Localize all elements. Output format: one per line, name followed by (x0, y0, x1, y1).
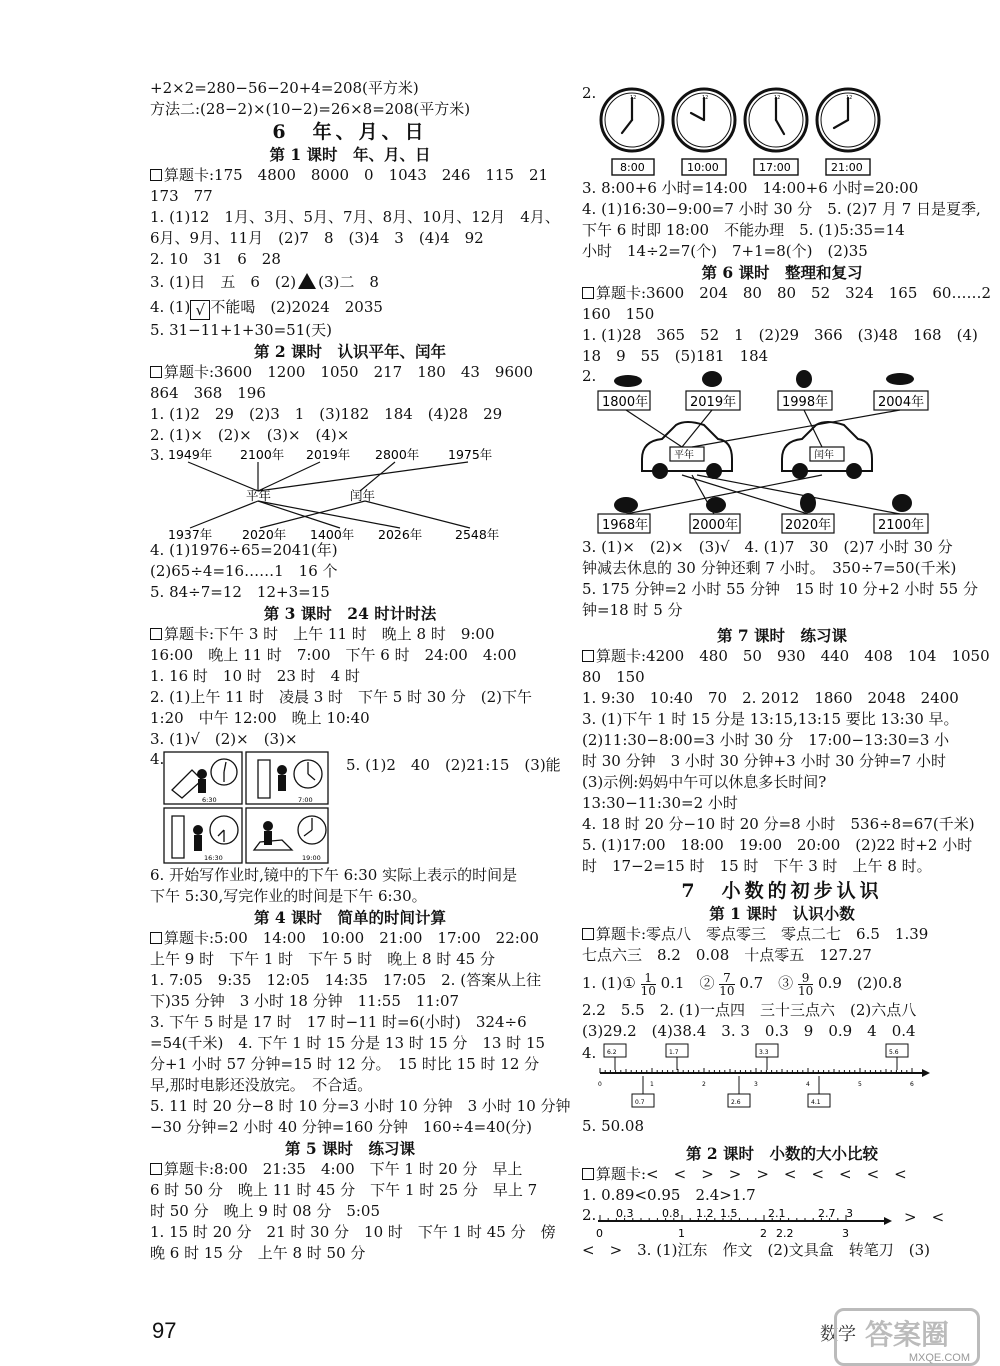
text-line: 2.2 5.5 2. (1)一点四 三十三点六 (2)六点八 (582, 1001, 917, 1019)
text-line: 算题卡:3600 204 80 80 52 324 165 60……2 (582, 283, 982, 304)
page-number: 97 (152, 1318, 177, 1343)
text-line: 3. 8:00+6 小时=14:00 14:00+6 小时=20:00 (582, 179, 919, 197)
text-line: < > 3. (1)江东 作文 (2)文具盒 转笔刀 (3) (582, 1241, 930, 1259)
year-car-diagram (582, 367, 982, 537)
fraction: $\frac{7}{10}$ (719, 970, 735, 998)
checkbox-icon (582, 928, 594, 940)
item-number: 4. (150, 750, 165, 768)
text-line: 13:30−11:30=2 小时 (582, 794, 738, 812)
checkbox-icon (150, 628, 162, 640)
text-line: −30 分钟=2 小时 40 分钟=160 分钟 160÷4=40(分) (150, 1118, 532, 1136)
checkbox-icon (150, 366, 162, 378)
text-line: 晚 6 时 15 分 上午 8 时 50 分 (150, 1244, 366, 1262)
tick-label: 3 (842, 1227, 849, 1240)
lesson-heading: 第 1 课时 认识小数 (709, 904, 855, 923)
lesson-heading: 第 5 课时 练习课 (284, 1139, 416, 1158)
item-number: 3. (150, 446, 165, 464)
text-line: 1. (1)12 1月、3月、5月、7月、8月、10月、12月 4月、 (150, 208, 560, 226)
time-label: 21:00 (831, 161, 863, 174)
text-line: 钟=18 时 5 分 (582, 601, 683, 619)
triangle-icon (298, 273, 316, 289)
fraction: $\frac{1}{10}$ (640, 970, 656, 998)
leap-year-diagram (150, 446, 550, 540)
svg-text:12: 12 (702, 95, 709, 101)
text-line: 6. 开始写作业时,镜中的下午 6:30 实际上表示的时间是 (150, 866, 518, 884)
text-line: 算题卡:8:00 21:35 4:00 下午 1 时 20 分 早上 (150, 1159, 550, 1180)
tick-label: 2 (702, 1081, 706, 1088)
car-label: 闰年 (814, 450, 834, 461)
time-label: 6:30 (202, 796, 217, 804)
text-line: 方法二:(28−2)×(10−2)=26×8=208(平方米) (150, 100, 471, 118)
tick-label: 2.7 (818, 1207, 836, 1220)
lesson-heading: 第 7 课时 练习课 (716, 626, 848, 645)
text-line: 5. 11 时 20 分−8 时 10 分=3 小时 10 分钟 3 小时 10 分钟 (150, 1097, 571, 1115)
text-line: 3. (1)日 五 6 (2) (3)二 8 (150, 273, 379, 291)
text-line: 173 77 (150, 187, 213, 205)
text-line: 算题卡:175 4800 8000 0 1043 246 115 21 (150, 165, 550, 186)
text-line: 5. 175 分钟=2 小时 55 分钟 15 时 10 分+2 小时 55 分 (582, 580, 978, 598)
checkbox-icon (150, 932, 162, 944)
text-line: 1:20 中午 12:00 晚上 10:40 (150, 709, 370, 727)
text-line: 5. 31−11+1+30=51(天) (150, 321, 332, 339)
svg-text:12: 12 (846, 95, 853, 101)
tick-label: 0.3 (616, 1207, 634, 1220)
text-line: 160 150 (582, 305, 655, 323)
number-line-4 (582, 1042, 982, 1116)
text-line: 1. (1)28 365 52 1 (2)29 366 (3)48 168 (4) (582, 326, 978, 344)
text-line: 时 50 分 晚上 9 时 08 分 5:05 (150, 1202, 381, 1220)
text-line: 下午 5:30,写完作业的时间是下午 6:30。 (150, 887, 427, 905)
car-label: 平年 (674, 450, 694, 461)
text-line: 钟减去休息的 30 分钟还剩 7 小时。 350÷7=50(千米) (582, 559, 957, 577)
text-line: (2)65÷4=16……1 16 个 (150, 562, 338, 580)
text-line: 分+1 小时 57 分钟=15 时 12 分。 15 时比 15 时 12 分 (150, 1055, 540, 1073)
category-label: 平年 (246, 488, 272, 503)
text-line: 16:00 晚上 11 时 7:00 下午 6 时 24:00 4:00 (150, 646, 517, 664)
text-line: 七点六三 8.2 0.08 十点零五 127.27 (582, 946, 872, 964)
tick-label: 3 (754, 1081, 758, 1088)
text-line: > < (904, 1208, 945, 1226)
tick-label: 5 (858, 1081, 862, 1088)
watermark-site: MXQE.COM (908, 1352, 970, 1364)
item-number: 4. (582, 1044, 597, 1062)
year-label: 2004年 (878, 395, 925, 410)
picture-grid (162, 750, 352, 865)
text-line: 4. 18 时 20 分−10 时 20 分=8 小时 536÷8=67(千米) (582, 815, 975, 833)
time-label: 17:00 (759, 161, 791, 174)
text-line: (3)示例:妈妈中午可以休息多长时间? (582, 773, 827, 791)
time-label: 10:00 (687, 161, 719, 174)
lesson-heading: 第 1 课时 年、月、日 (269, 145, 431, 164)
clocks (598, 84, 898, 178)
tick-label: 2.2 (776, 1227, 794, 1240)
text-line: 5. 50.08 (582, 1117, 645, 1135)
tick-label: 0 (596, 1227, 603, 1240)
lesson-heading: 第 6 课时 整理和复习 (701, 263, 863, 282)
text-line: 1. 7:05 9:35 12:05 14:35 17:05 2. (答案从上往 (150, 971, 542, 989)
text-line: 4. (1) √ 不能喝 (2)2024 2035 (150, 298, 383, 319)
right-column (582, 84, 992, 1261)
fraction: $\frac{9}{10}$ (797, 970, 814, 998)
tick-label: 6 (910, 1081, 914, 1088)
box-label: 3.3 (759, 1049, 769, 1056)
svg-text:12: 12 (774, 95, 781, 101)
check-icon: √ (190, 300, 210, 320)
text-line: 3. (1)√ (2)× (3)× (150, 730, 298, 748)
box-label: 2.6 (731, 1099, 741, 1106)
tick-label: 4 (806, 1081, 810, 1088)
text-line: (2)11:30−8:00=3 小时 30 分 17:00−13:30=3 小 (582, 731, 950, 749)
text-line: 小时 14÷2=7(个) 7+1=8(个) (2)35 (582, 242, 868, 260)
text-line: =54(千米) 4. 下午 1 时 15 分是 13 时 15 分 13 时 15 (150, 1034, 546, 1052)
year-label: 1400年 (310, 527, 355, 540)
number-line-2 (582, 1206, 982, 1240)
year-label: 2019年 (690, 395, 737, 410)
lesson-heading: 第 3 课时 24 时计时法 (263, 604, 437, 623)
checkbox-icon (582, 1168, 594, 1180)
text-line: 3. 下午 5 时是 17 时 17 时−11 时=6(小时) 324÷6 (150, 1013, 527, 1031)
tick-label: 0.8 (662, 1207, 680, 1220)
year-label: 1975年 (448, 447, 493, 462)
lesson-heading: 第 2 课时 小数的大小比较 (685, 1144, 879, 1163)
year-label: 2800年 (375, 447, 420, 462)
text-line: 2. 10 31 6 28 (150, 250, 281, 268)
box-label: 1.7 (669, 1049, 679, 1056)
text-line: 上午 9 时 下午 1 时 下午 5 时 晚上 8 时 45 分 (150, 950, 495, 968)
text-line: 5. 84÷7=12 12+3=15 (150, 583, 330, 601)
category-label: 闰年 (350, 488, 376, 503)
item-number: 2. (582, 1206, 597, 1224)
year-label: 1800年 (602, 395, 649, 410)
text-line: +2×2=280−56−20+4=208(平方米) (150, 79, 419, 97)
text-line: 2. (1)上午 11 时 凌晨 3 时 下午 5 时 30 分 (2)下午 (150, 688, 532, 706)
year-label: 1968年 (602, 518, 649, 533)
text-line: 算题卡:< < > > > < < < < < (582, 1164, 982, 1185)
time-label: 16:30 (204, 854, 223, 862)
year-label: 2000年 (692, 518, 739, 533)
text-line: 1. 15 时 20 分 21 时 30 分 10 时 下午 1 时 45 分 傍 (150, 1223, 556, 1241)
unit-heading: 7 小数的初步认识 (681, 880, 883, 902)
year-label: 1949年 (168, 447, 213, 462)
checkbox-icon (582, 650, 594, 662)
text-line: 864 368 196 (150, 384, 266, 402)
text-line: 算题卡:3600 1200 1050 217 180 43 9600 (150, 362, 550, 383)
lesson-heading: 第 2 课时 认识平年、闰年 (253, 342, 447, 361)
text-line: 早,那时电影还没放完。 不合适。 (150, 1076, 373, 1094)
tick-label: 3 (846, 1207, 853, 1220)
text-line: 1. 9:30 10:40 70 2. 2012 1860 2048 2400 (582, 689, 959, 707)
year-label: 2019年 (306, 447, 351, 462)
clock-pictures (150, 750, 561, 865)
footer-subject: 数学 (820, 1324, 856, 1345)
svg-text:12: 12 (630, 95, 637, 101)
text-line: 3. (1)下午 1 时 15 分是 13:15,13:15 要比 13:30 早。 (582, 710, 959, 728)
item-number: 2. (582, 84, 597, 102)
unit-heading: 6 年、月、日 (272, 121, 428, 143)
year-label: 2020年 (785, 518, 832, 533)
text-line: 3. (1)× (2)× (3)√ 4. (1)7 30 (2)7 小时 30 分 (582, 538, 953, 556)
tick-label: 1.5 (720, 1207, 738, 1220)
text-line: 18 9 55 (5)181 184 (582, 347, 769, 365)
box-label: 4.1 (811, 1099, 821, 1106)
year-label: 2548年 (455, 527, 500, 540)
text-line: 80 150 (582, 668, 645, 686)
box-label: 6.2 (607, 1049, 617, 1056)
text-line: 时 30 分钟 3 小时 30 分钟+3 小时 30 分钟=7 小时 (582, 752, 946, 770)
text-line: 1. 0.89<0.95 2.4>1.7 (582, 1186, 756, 1204)
item-number: 2. (582, 367, 597, 385)
text-line: 1. 16 时 10 时 23 时 4 时 (150, 667, 360, 685)
text-line: 算题卡:零点八 零点零三 零点二七 6.5 1.39 (582, 924, 982, 945)
diagram-lines (150, 446, 550, 540)
text-line: 2. (1)× (2)× (3)× (4)× (150, 426, 350, 444)
tick-label: 0 (598, 1081, 602, 1088)
checkbox-icon (582, 287, 594, 299)
text-line: 算题卡:下午 3 时 上午 11 时 晚上 8 时 9:00 (150, 624, 550, 645)
text-line: 4. (1)16:30−9:00=7 小时 30 分 5. (2)7 月 7 日是夏季, (582, 200, 981, 218)
left-column (150, 78, 571, 1264)
text-line: 4. (1)1976÷65=2041(年) (150, 541, 338, 559)
tick-label: 1 (650, 1081, 654, 1088)
text-line: 下)35 分钟 3 小时 18 分钟 11:55 11:07 (150, 992, 460, 1010)
text-line: 算题卡:5:00 14:00 10:00 21:00 17:00 22:00 (150, 928, 550, 949)
year-label: 2020年 (242, 527, 287, 540)
text-line: 6 时 50 分 晚上 11 时 45 分 下午 1 时 25 分 早上 7 (150, 1181, 538, 1199)
watermark-logo: 答案圈 (834, 1308, 980, 1366)
tick-label: 2.1 (768, 1207, 786, 1220)
text-line: 算题卡:4200 480 50 930 440 408 104 1050 (582, 646, 982, 667)
year-label: 2100年 (240, 447, 285, 462)
text-line: 6月、9月、11月 (2)7 8 (3)4 3 (4)4 92 (150, 229, 484, 247)
time-label: 19:00 (302, 854, 321, 862)
box-label: 5.6 (889, 1049, 899, 1056)
box-label: 0.7 (635, 1099, 645, 1106)
year-label: 2026年 (378, 527, 423, 540)
year-label: 1937年 (168, 527, 213, 540)
text-line: 时 17−2=15 时 15 时 下午 3 时 上午 8 时。 (582, 857, 932, 875)
text-line: (3)29.2 (4)38.4 3. 3 0.3 9 0.9 4 0.4 (582, 1022, 916, 1040)
time-label: 7:00 (298, 796, 313, 804)
number-line (596, 1042, 936, 1116)
year-label: 2100年 (878, 518, 925, 533)
text-line: 下午 6 时即 18:00 不能办理 5. (1)5:35=14 (582, 221, 905, 239)
time-label: 8:00 (620, 161, 645, 174)
tick-label: 1 (678, 1227, 685, 1240)
text-line: 5. (1)17:00 18:00 19:00 20:00 (2)22 时+2 小时 (582, 836, 973, 854)
lesson-heading: 第 4 课时 简单的时间计算 (253, 908, 447, 927)
checkbox-icon (150, 169, 162, 181)
text-line: 1. (1)① $\frac{1}{10}$ 0.1 ② $\frac{7}{10}$ 0.7 ③ $\frac{9}{10}$ 0.9 (2)0.8 (582, 970, 902, 998)
number-line (596, 1206, 896, 1240)
checkbox-icon (150, 1163, 162, 1175)
tick-label: 1.2 (696, 1207, 714, 1220)
text-line: 5. (1)2 40 (2)21:15 (3)能 (346, 756, 561, 774)
tick-label: 2 (760, 1227, 767, 1240)
year-label: 1998年 (782, 395, 829, 410)
clock-row (582, 84, 982, 178)
diagram (582, 367, 982, 537)
text-line: 1. (1)2 29 (2)3 1 (3)182 184 (4)28 29 (150, 405, 503, 423)
